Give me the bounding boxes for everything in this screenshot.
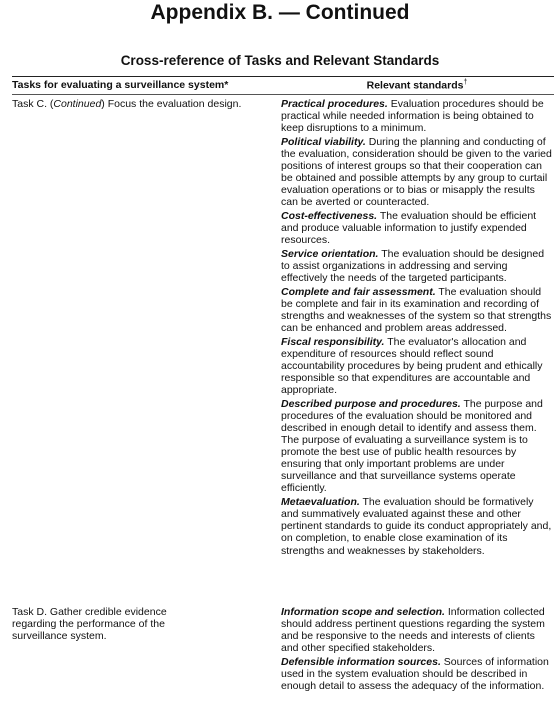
standard-item (281, 210, 552, 246)
task-c-prefix: Task C. ( (12, 98, 54, 110)
standard-name: Metaevaluation. (281, 496, 360, 509)
standard-name: Fiscal responsibility. (281, 335, 385, 348)
standard-item (281, 606, 552, 654)
standard-text: The evaluation should be designed to assist organizations in addressing and serving effectively the needs of the targeted participants. (281, 247, 545, 285)
task-c-suffix: ) Focus the evaluation design. (101, 98, 242, 110)
standard-text: The purpose and procedures of the evaluation should be monitored and described in enough detail to identify and assess them. The purpose of evaluating a surveillance system is to promote the best use of public health resources by ensuring that only important problems are under surveillance and that surveillance systems operate efficiently. (281, 397, 543, 495)
standard-text: Information collected should address pertinent questions regarding the system and be responsive to the needs and interests of clients and other specified stakeholders. (281, 606, 545, 655)
standard-text: Sources of information used in the system evaluation should be described in enough detail to assess the adequacy of the information. (281, 655, 549, 693)
standard-item (281, 136, 552, 209)
standard-text: The evaluation should be formatively and summatively evaluated against these and other pertinent standards to guide its conduct appropriately and, on completion, to enable close examination of its strengths and weaknesses by stakeholders. (281, 496, 552, 557)
standard-text: The evaluator's allocation and expenditure of resources should reflect sound accountability procedures by being prudent and ethically responsible so that expenditures are accountable and appropriate. (281, 335, 543, 397)
standard-text: During the planning and conducting of the evaluation, consideration should be given to the varied positions of interest groups so that their cooperation can be obtained and possible attempts by any group to curtail evaluation operations or to bias or misapply the results can be averted or counteracted. (281, 135, 552, 209)
page-title: Appendix B. — Continued (150, 1, 410, 24)
standard-name: Defensible information sources. (281, 655, 441, 668)
standard-item (281, 656, 552, 692)
standard-text: Evaluation procedures should be practical while needed information is being obtained to keep disruptions to a minimum. (281, 98, 544, 135)
standard-item (281, 286, 552, 334)
task-d-standards (281, 606, 552, 694)
standard-name: Service orientation. (281, 247, 379, 260)
standard-name: Practical procedures. (281, 98, 388, 110)
standard-name: Information scope and selection. (281, 606, 445, 618)
standard-item (281, 398, 552, 495)
standard-name: Political viability. (281, 135, 366, 148)
table-top-rule (12, 76, 554, 77)
standard-text: The evaluation should be efficient and produce valuable information to justify expended resources. (281, 210, 537, 247)
task-d-cell: Task D. Gather credible evidence regarding the performance of the surveillance system. (12, 606, 167, 643)
task-c-continued: Continued (53, 98, 102, 110)
tasks-column-header: Tasks for evaluating a surveillance system* (12, 79, 229, 91)
table-title: Cross-reference of Tasks and Relevant Standards (120, 53, 440, 68)
standard-name: Described purpose and procedures. (281, 397, 461, 410)
header-rule (12, 94, 554, 95)
standard-item (281, 248, 552, 284)
standard-name: Complete and fair assessment. (281, 285, 436, 298)
dagger-footnote-marker: † (463, 79, 468, 86)
standard-name: Cost-effectiveness. (281, 210, 378, 223)
task-c-cell (12, 98, 267, 110)
standard-item (281, 98, 552, 134)
task-c-standards (281, 98, 552, 558)
standard-item (281, 336, 552, 396)
standard-text: The evaluation should be complete and fair in its examination and recording of strengths and weaknesses of the system so that strengths can be enhanced and problem areas addressed. (281, 285, 552, 335)
standard-item (281, 496, 552, 556)
standards-column-header (280, 79, 554, 92)
standards-header-label: Relevant standards (366, 79, 464, 92)
